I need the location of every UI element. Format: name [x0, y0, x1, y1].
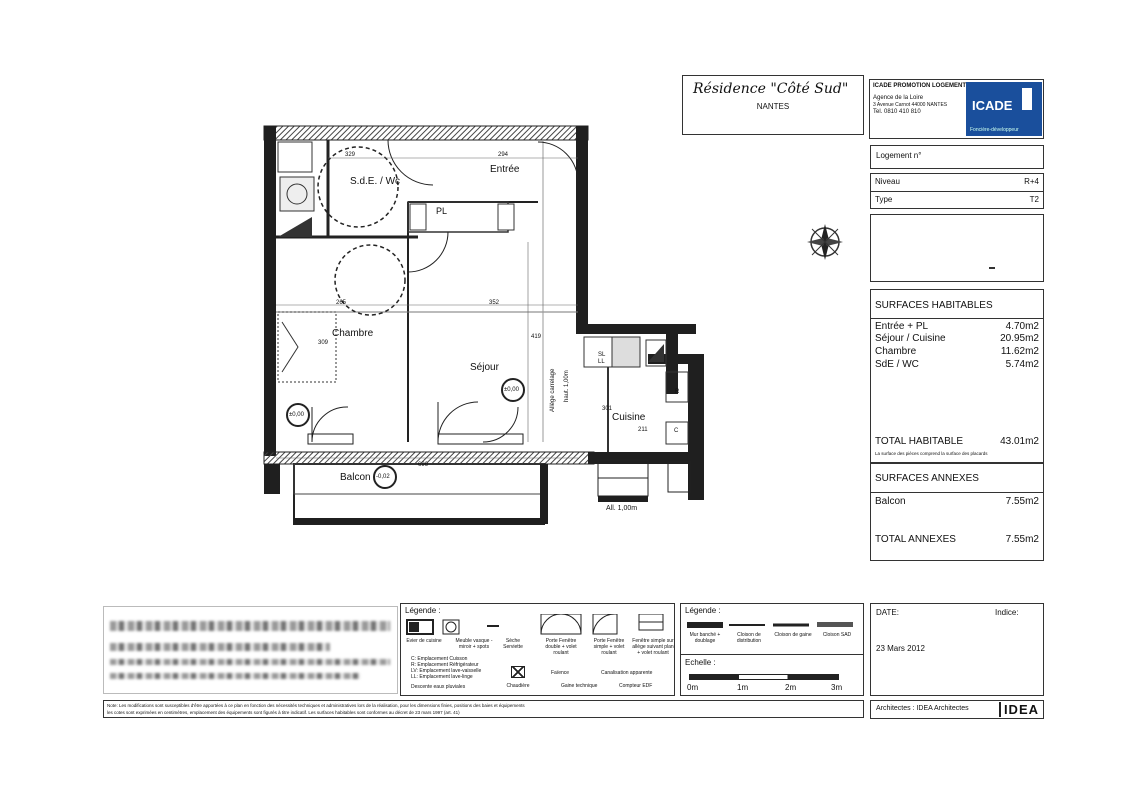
floor-plan-drawing: [258, 122, 710, 532]
scale-tick: 3m: [831, 683, 843, 692]
scale-tick: 0m: [687, 683, 699, 692]
idea-logo: IDEA: [999, 702, 1039, 717]
allege-label: All. 1,00m: [606, 505, 638, 512]
surfaces-habitables-box: [870, 289, 1044, 463]
total-annexes-label: TOTAL ANNEXES: [875, 534, 956, 545]
total-annexes-row: [875, 534, 1039, 546]
legend-seche-serviette: Sèche Serviette: [503, 638, 523, 650]
dim-352: 352: [489, 300, 500, 306]
legend-canalisation: Canalisation apparente: [601, 670, 653, 676]
legend-compteur: Compteur EDF: [619, 683, 653, 689]
icade-logo: [966, 82, 1042, 136]
niveau-label: Niveau: [875, 177, 900, 186]
annexe-label: Balcon: [875, 496, 906, 507]
annexe-value: 7.55m2: [1005, 496, 1039, 507]
dim-211: 211: [638, 427, 648, 433]
appliance-sl: SL: [598, 352, 606, 358]
room-label-sde: S.d.E. / Wc: [350, 176, 401, 187]
legend-cloison-distribution: Cloison de distribution: [736, 632, 762, 644]
date-value: 23 Mars 2012: [876, 644, 925, 653]
echelle-label: Echelle :: [685, 658, 716, 667]
room-label-entree: Entrée: [490, 164, 520, 175]
appliance-ll: LL: [598, 359, 605, 365]
promoter-phone: Tel. 0810 410 810: [873, 109, 921, 115]
dim-329: 329: [345, 152, 356, 158]
compass-icon: [800, 218, 850, 266]
room-label-cuisine: Cuisine: [612, 412, 646, 423]
redacted-block: [103, 606, 398, 694]
surface-value: 11.62m2: [1000, 346, 1039, 357]
architect-box: [870, 700, 1044, 719]
allege-carrelage-label: Allège carrelage: [550, 368, 556, 412]
residence-box: [682, 75, 864, 135]
level-balcon: -0,02: [376, 474, 390, 480]
architect-label: Architectes : IDEA Architectes: [876, 705, 969, 712]
annexe-row: [875, 496, 1039, 508]
surfaces-annexes-title: SURFACES ANNEXES: [875, 473, 979, 484]
legend-porte-fenetre-simple: Porte Fenêtre simple + volet roulant: [593, 638, 625, 656]
total-annexes-value: 7.55m2: [1005, 534, 1039, 545]
icade-logo-text: ICADE: [972, 98, 1013, 113]
legend-chaudiere: Chaudière: [506, 683, 530, 689]
date-box: [870, 603, 1044, 696]
note-line-2: les cotes sont exprimées en centimètres, emplacement des équipements sont figurés à titre indicatif. Les surfaces habitables sont conformes au décret de 23 mars 1997 (art. 41): [107, 710, 460, 715]
legend-porte-fenetre-double: Porte Fenêtre double + volet roulant: [545, 638, 577, 656]
surface-label: Séjour / Cuisine: [875, 333, 946, 344]
total-habitable-value: 43.01m2: [1000, 436, 1039, 447]
legend-gaine: Gaine technique: [561, 683, 598, 689]
total-habitable-label: TOTAL HABITABLE: [875, 436, 963, 447]
legend-fenetre-simple: Fenêtre simple sur allège suivant plan + volet roulant: [632, 638, 674, 656]
scale-tick: 1m: [737, 683, 749, 692]
key-plan-box: [870, 214, 1044, 282]
floor-plan: [258, 122, 710, 532]
surface-label: Entrée + PL: [875, 321, 929, 332]
legend-walls-box: [680, 603, 864, 696]
room-label-chambre: Chambre: [332, 328, 374, 339]
surfaces-habitables-title: SURFACES HABITABLES: [875, 300, 993, 311]
legend-fixtures-box: [400, 603, 675, 696]
date-label: DATE:: [876, 608, 899, 617]
legend-fixtures-title: Légende :: [405, 606, 441, 615]
logement-label: Logement n°: [876, 151, 922, 160]
dim-294: 294: [498, 152, 509, 158]
note-box: [103, 700, 864, 718]
key-plan-mark: [989, 267, 995, 269]
appliance-c: C: [674, 428, 679, 434]
surface-row: [875, 359, 1039, 371]
surface-label: Chambre: [875, 346, 917, 357]
promoter-box: [869, 79, 1044, 139]
legend-walls-title: Légende :: [685, 606, 721, 615]
dim-265: 265: [336, 300, 347, 306]
promoter-agency: Agence de la Loire: [873, 95, 924, 101]
legend-code-lv: LV: Emplacement lave-vaisselle: [411, 668, 482, 674]
legend-code-ll: LL: Emplacement lave-linge: [411, 674, 473, 680]
type-value: T2: [1029, 195, 1039, 204]
hauteur-label: haut. 1,00m: [564, 370, 570, 402]
surfaces-note: La surface des pièces comprend la surface des placards: [875, 451, 988, 456]
legend-mur-banche: Mur banché + doublage: [689, 632, 721, 644]
indice-label: Indice:: [995, 608, 1019, 617]
legend-code-c: C: Emplacement Cuisson: [411, 656, 468, 662]
dim-309: 309: [318, 340, 329, 346]
surface-value: 5.74m2: [1005, 359, 1039, 370]
logement-box: [870, 145, 1044, 169]
surface-label: SdE / WC: [875, 359, 919, 370]
type-row: [875, 195, 1039, 205]
total-habitable-row: [875, 436, 1039, 448]
niveau-type-box: [870, 173, 1044, 209]
surface-value: 20.95m2: [1000, 333, 1039, 344]
residence-city: NANTES: [756, 102, 790, 111]
legend-evier: Evier de cuisine: [406, 638, 442, 644]
room-label-sejour: Séjour: [470, 362, 499, 373]
promoter-name: ICADE PROMOTION LOGEMENT: [873, 83, 966, 89]
level-sejour: ±0,00: [504, 387, 519, 393]
surface-row: [875, 333, 1039, 345]
room-label-pl: PL: [436, 206, 448, 216]
dim-696: 696: [418, 462, 429, 468]
type-label: Type: [875, 195, 893, 204]
level-chambre: ±0,00: [289, 412, 304, 418]
note-line-1: Note: Les modifications sont susceptibles d'être apportées à ce plan en fonction des nécessités techniques et administratives lors de la réalisation, pour les dimensions finies, positions des baies et équipements: [107, 703, 525, 708]
chaudiere-icon: [511, 666, 525, 678]
surface-row: [875, 321, 1039, 333]
niveau-value: R+4: [1024, 177, 1039, 186]
dim-301: 301: [602, 406, 613, 412]
legend-cloison-gaine: Cloison de gaine: [774, 632, 812, 638]
icade-logo-mark: [1022, 88, 1032, 110]
legend-cloison-sad: Cloison SAD: [822, 632, 852, 638]
scale-bar: [689, 674, 839, 680]
residence-name: Résidence "Côté Sud": [693, 81, 849, 97]
surfaces-annexes-box: [870, 463, 1044, 561]
surface-value: 4.70m2: [1005, 321, 1039, 332]
appliance-r: R: [675, 389, 680, 395]
legend-code-r: R: Emplacement Réfrigérateur: [411, 662, 479, 668]
dim-419: 419: [531, 334, 542, 340]
legend-faience: Faïence: [551, 670, 570, 676]
icade-logo-subtitle: Foncière-développeur: [970, 127, 1019, 133]
room-label-balcon: Balcon: [340, 472, 371, 483]
niveau-row: [875, 177, 1039, 187]
surface-row: [875, 346, 1039, 358]
legend-vasque: Meuble vasque - miroir + spots: [455, 638, 493, 650]
legend-dcp: Descente eaux pluviales: [411, 684, 466, 690]
promoter-address: 3 Avenue Carnot 44000 NANTES: [873, 102, 948, 108]
scale-tick: 2m: [785, 683, 797, 692]
